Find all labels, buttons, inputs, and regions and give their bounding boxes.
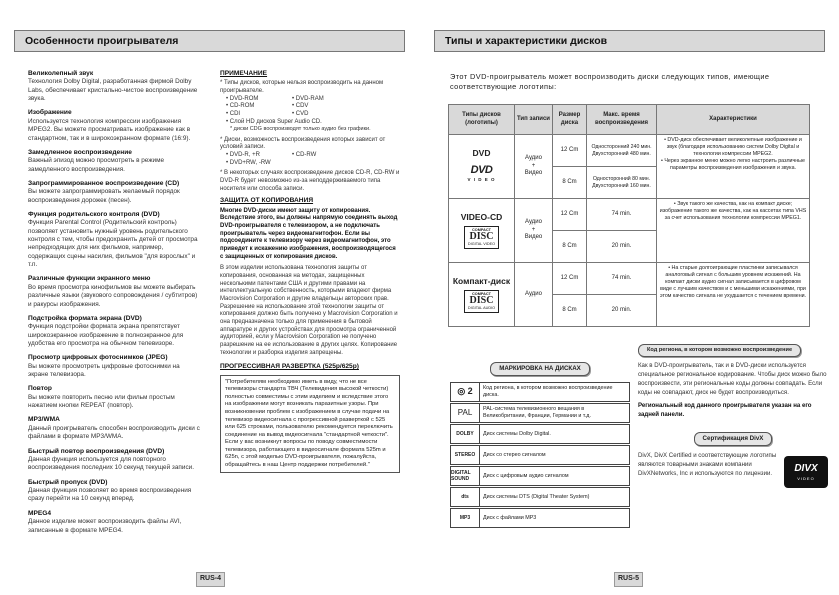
- note-list-item: • CVD: [292, 111, 309, 118]
- feature-text: Вы можете просмотреть цифровые фотоснимки на экране телевизора.: [28, 362, 180, 379]
- play-time: 20 min.: [587, 231, 657, 263]
- marking-desc: Код региона, в котором возможно воспроизведение диска.: [480, 382, 630, 402]
- feature-text: Данное изделие может воспроизводить файлы AVI, записанные в формате MPEG4.: [28, 518, 182, 534]
- right-page: [420, 0, 839, 595]
- disc-characteristics: • На старые долгоиграющие пластинки записывался аналоговый сигнал с большим уровнем искажений. На компакт диски аудио сигнал записывается в цифровом виде с лучшим качеством и с меньшими искажениями, при этом качество сигнала не ухудшается с течением времени.: [657, 263, 810, 327]
- page-number: RUS-5: [614, 572, 643, 587]
- note-list-item: • DVD-R, +R: [226, 151, 260, 158]
- feature-item: [28, 354, 200, 379]
- marking-logo: MP3: [450, 508, 480, 528]
- disc-size: 8 Cm: [553, 231, 587, 263]
- region-bold: Региональный код данного проигрывателя указан на его задней панели.: [638, 402, 812, 419]
- feature-item: [28, 149, 200, 174]
- feature-item: [28, 448, 200, 473]
- marking-logo: DOLBY: [450, 424, 480, 444]
- note-list-item: • DVD+RW, -RW: [226, 159, 271, 166]
- disc-name: Компакт-диск: [452, 275, 511, 286]
- disc-size: 12 Cm: [553, 135, 587, 167]
- marking-row: [450, 382, 630, 402]
- disc-markings: [450, 362, 630, 529]
- disc-logo-cell: [449, 135, 515, 199]
- disc-logo: COMPACT DISC DIGITAL AUDIO: [464, 290, 499, 314]
- disc-size: 8 Cm: [553, 167, 587, 199]
- marking-logo: dts: [450, 487, 480, 507]
- note-cdr: * В некоторых случаях воспроизведение дисков CD-R, CD-RW и DVD-R будет невозможно из-за неподдерживаемого типа носителя или способа записи.: [220, 170, 400, 192]
- table-row: [449, 135, 810, 167]
- disc-logo: COMPACT DISC DIGITAL VIDEO: [464, 226, 499, 250]
- note-conditional: * Диски, возможность воспроизведения которых зависит от условий записи.: [220, 136, 386, 151]
- marking-logo: STEREO: [450, 445, 480, 465]
- feature-text: Вы можете запрограммировать желаемый порядок воспроизведения дорожек (песен).: [28, 188, 180, 204]
- disc-size: 8 Cm: [553, 295, 587, 327]
- feature-item: [28, 510, 200, 535]
- feature-text: Вы можете повторить песню или фильм простым нажатием кнопки REPEAT (повтор).: [28, 393, 175, 410]
- record-type: Аудио + Видео: [515, 135, 553, 199]
- features-column: [28, 70, 200, 541]
- feature-title: Быстрый пропуск (DVD): [28, 478, 108, 486]
- feature-text: Во время просмотра кинофильмов вы можете выбирать различные языки (звукового сопровождения / субтитров) и ракурсы изображения.: [28, 283, 198, 308]
- note2-list: [220, 152, 400, 167]
- region-pill: Код региона, в котором возможно воспроизведение: [638, 344, 801, 357]
- marking-desc: Диск с цифровым аудио сигналом: [480, 466, 630, 486]
- play-time: Односторонний 80 мин. Двухсторонний 160 мин.: [587, 167, 657, 199]
- marking-desc: PAL-система телевизионного вещания в Великобритании, Франции, Германии и т.д.: [480, 403, 630, 423]
- disc-size: 12 Cm: [553, 263, 587, 295]
- marking-desc: Диск с файлами MP3: [480, 508, 630, 528]
- note-cdg: * диски CDG воспроизводят только аудио без графики.: [230, 126, 371, 133]
- feature-title: Просмотр цифровых фотоснимков (JPEG): [28, 354, 168, 362]
- feature-title: Великолепный звук: [28, 70, 94, 77]
- notes-column: [220, 70, 400, 473]
- col-header: Тип записи: [515, 105, 553, 135]
- copy-protection-text: В этом изделии использована технология защиты от копирования, основанная на методах, защищенных несколькими патентами США и другими правами на интеллектуальную собственность, которыми владеют фирма Macrovision Corporation и другие владельцы авторских прав. Разрешение на использование этой технологии защиты от копирования должно быть получено у Macrovision Corporation и она предназначена только для применения в бытовой аппаратуре и других устройствах для просмотра ограниченной аудиторией, если у Macrovision Corporation не получено разрешение на ее использование в других целях. Копирование технологии и разборка изделия запрещены.: [220, 265, 398, 356]
- record-type: Аудио + Видео: [515, 199, 553, 263]
- feature-text: Технология Dolby Digital, разработанная фирмой Dolby Labs, обеспечивает кристально-чистое воспроизведение звука.: [28, 78, 198, 103]
- note-list: [220, 96, 400, 119]
- page-number: RUS-4: [196, 572, 225, 587]
- note-list-item: • CDI: [226, 111, 241, 118]
- disc-logo-cell: [449, 263, 515, 327]
- disc-logo-cell: [449, 199, 515, 263]
- disc-characteristics: • DVD-диск обеспечивает великолепные изображение и звук (благодаря использованию систем Dolby Digital и технологии компрессии MPEG2. • Через экранное меню можно легко настроить различные параметры воспроизведения изображения и звука.: [657, 135, 810, 199]
- feature-title: Быстрый повтор воспроизведения (DVD): [28, 447, 165, 455]
- marking-row: [450, 403, 630, 423]
- marking-logo: ◎ 2: [450, 382, 480, 402]
- feature-title: Повтор: [28, 385, 52, 393]
- marking-row: [450, 466, 630, 486]
- feature-title: Подстройка формата экрана (DVD): [28, 314, 142, 322]
- feature-title: Различные функции экранного меню: [28, 275, 151, 283]
- note-intro: * Типы дисков, которые нельзя воспроизводить на данном проигрывателе.: [220, 80, 384, 95]
- divx-text: DivX, DivX Certified и соответствующие логотипы являются товарными знаками компании DivXNetworks, Inc и используются по лицензии.: [638, 452, 777, 477]
- divx-pill: Сертификация DivX: [694, 432, 773, 446]
- feature-text: Используется технология компрессии изображения MPEG2. Вы можете просматривать изображение как в стандартном, так и в широкоэкранном формате (16:9).: [28, 117, 191, 142]
- disc-characteristics: • Звук такого же качества, как на компакт диске; изображение такого же качества, как на кассетах типа VHS за счет использования технологии компрессии MPEG1.: [657, 199, 810, 263]
- disc-size: 12 Cm: [553, 199, 587, 231]
- feature-item: [28, 275, 200, 308]
- region-text: Как в DVD-проигрыватель, так и в DVD-диски используется специальное региональное кодирование. Чтобы диск можно было воспроизвести, эти региональные коды должны совпадать. Если коды не совпадают, диск не будет воспроизводиться.: [638, 362, 827, 396]
- feature-title: Изображение: [28, 109, 72, 117]
- divx-logo: DIVX VIDEO: [784, 456, 828, 488]
- note-list-item: • CD-RW: [292, 151, 317, 158]
- play-time: 74 min.: [587, 263, 657, 295]
- feature-text: Функция Parental Control (Родительский контроль) позволяет установить нужный уровень родительского контроля с тем, чтобы предохранить детей от просмотра непредходящих для них фильмов, например, содержащих сцены насилия, фильмов "для взрослых" и т.п.: [28, 219, 198, 269]
- note-list-item: • CDV: [292, 103, 309, 110]
- play-time: 20 min.: [587, 295, 657, 327]
- col-header: Характеристики: [657, 105, 810, 135]
- feature-item: [28, 109, 200, 142]
- feature-item: [28, 70, 200, 103]
- play-time: Односторонний 240 мин. Двухсторонний 480 мин.: [587, 135, 657, 167]
- page-title: Особенности проигрывателя: [14, 30, 405, 52]
- markings-pill: МАРКИРОВКА НА ДИСКАХ: [490, 362, 590, 376]
- copy-protection-warning: Многие DVD-диски имеют защиту от копирования. Вследствие этого, вы должны напрямую соединять выход DVD-проигрывателя с телевизором, а не подключать проигрыватель через видеомагнитофон. Если вы подсоедините к телевизору через видеомагнитофон, это приведет к искажению изображения, воспроизводящегося с защищенных от копирования дисков.: [220, 207, 398, 260]
- feature-item: [28, 315, 200, 348]
- page-title: Типы и характеристики дисков: [434, 30, 825, 52]
- feature-text: Данный проигрыватель способен воспроизводить диски с файлами в формате MP3/WMA.: [28, 424, 200, 441]
- note-list-item: • DVD-ROM: [226, 95, 259, 102]
- feature-title: Запрограммированное воспроизведение (CD): [28, 179, 180, 187]
- progressive-quote: "Потребителям необходимо иметь в виду, что не все телевизоры стандарта ТВЧ (Телевидения высокой четкости) полностью совместимы с этим изделием и вследствие этого на изображении могут возникать паразитные узоры. При возникновении проблем с изображением в случае подачи на телевизор видеосигнала с прогрессивной разверткой с 525 или 625 строками, пользователю рекомендуется переключить соединение на вывод видеосигнала "стандартной четкости". Если у вас возникнут вопросы по поводу совместимости телевизора, работающего в видеосигнале формата 525m и 625n, с этой моделью DVD-проигрывателя, пожалуйста, обращайтесь в наш Центр поддержки потребителей.": [220, 375, 400, 473]
- marking-row: [450, 508, 630, 528]
- table-row: [449, 199, 810, 231]
- progressive-title: ПРОГРЕССИВНАЯ РАЗВЕРТКА (525p/625p): [220, 363, 359, 371]
- play-time: 74 min.: [587, 199, 657, 231]
- disc-name: VIDEO-CD: [460, 211, 503, 222]
- col-header: Типы дисков (логотипы): [449, 105, 515, 135]
- intro-text: Этот DVD-проигрыватель может воспроизводить диски следующих типов, имеющие соответствующие логотипы:: [450, 72, 770, 92]
- feature-text: Данная функция используется для повторного воспроизведения последних 10 секунд текущей записи.: [28, 456, 194, 472]
- feature-text: Важный эпизод можно просмотреть в режиме замедленного воспроизведения.: [28, 157, 165, 173]
- marking-row: [450, 487, 630, 507]
- disc-types-table: [448, 104, 810, 327]
- marking-desc: Диск системы Dolby Digital.: [480, 424, 630, 444]
- feature-title: MPEG4: [28, 509, 52, 517]
- feature-item: [28, 479, 200, 504]
- disc-logo: DVD V I D E O: [467, 164, 496, 183]
- col-header: Макс. время воспроизведения: [587, 105, 657, 135]
- region-section: [638, 344, 828, 488]
- feature-title: Замедленное воспроизведение: [28, 148, 132, 156]
- copy-protection-title: ЗАЩИТА ОТ КОПИРОВАНИЯ: [220, 197, 314, 205]
- feature-item: [28, 211, 200, 269]
- marking-desc: Диск со стерео сигналом: [480, 445, 630, 465]
- feature-text: Данная функция позволяет во время воспроизведения сразу перейти на 10 секунд вперед.: [28, 487, 192, 503]
- note-list-item: • DVD-RAM: [292, 95, 324, 102]
- marking-logo: DIGITAL SOUND: [450, 466, 480, 486]
- marking-logo: PAL: [450, 403, 480, 423]
- disc-name: DVD: [472, 148, 491, 159]
- marking-desc: Диск системы DTS (Digital Theater System): [480, 487, 630, 507]
- feature-text: Функция подстройки формата экрана препятствует широкоэкранное изображение в полноэкранное для удобства его просмотра на обычном телевизоре.: [28, 323, 184, 347]
- note-list-item: • CD-ROM: [226, 103, 255, 110]
- marking-row: [450, 445, 630, 465]
- marking-row: [450, 424, 630, 444]
- feature-title: MP3/WMA: [28, 416, 60, 424]
- feature-item: [28, 416, 200, 441]
- feature-item: [28, 385, 200, 410]
- note-sacd: • Слой HD дисков Super Audio CD.: [226, 118, 322, 125]
- feature-title: Функция родительского контроля (DVD): [28, 211, 160, 219]
- note-title: ПРИМЕЧАНИЕ: [220, 70, 268, 77]
- feature-item: [28, 180, 200, 205]
- record-type: Аудио: [515, 263, 553, 327]
- col-header: Размер диска: [553, 105, 587, 135]
- table-row: [449, 263, 810, 295]
